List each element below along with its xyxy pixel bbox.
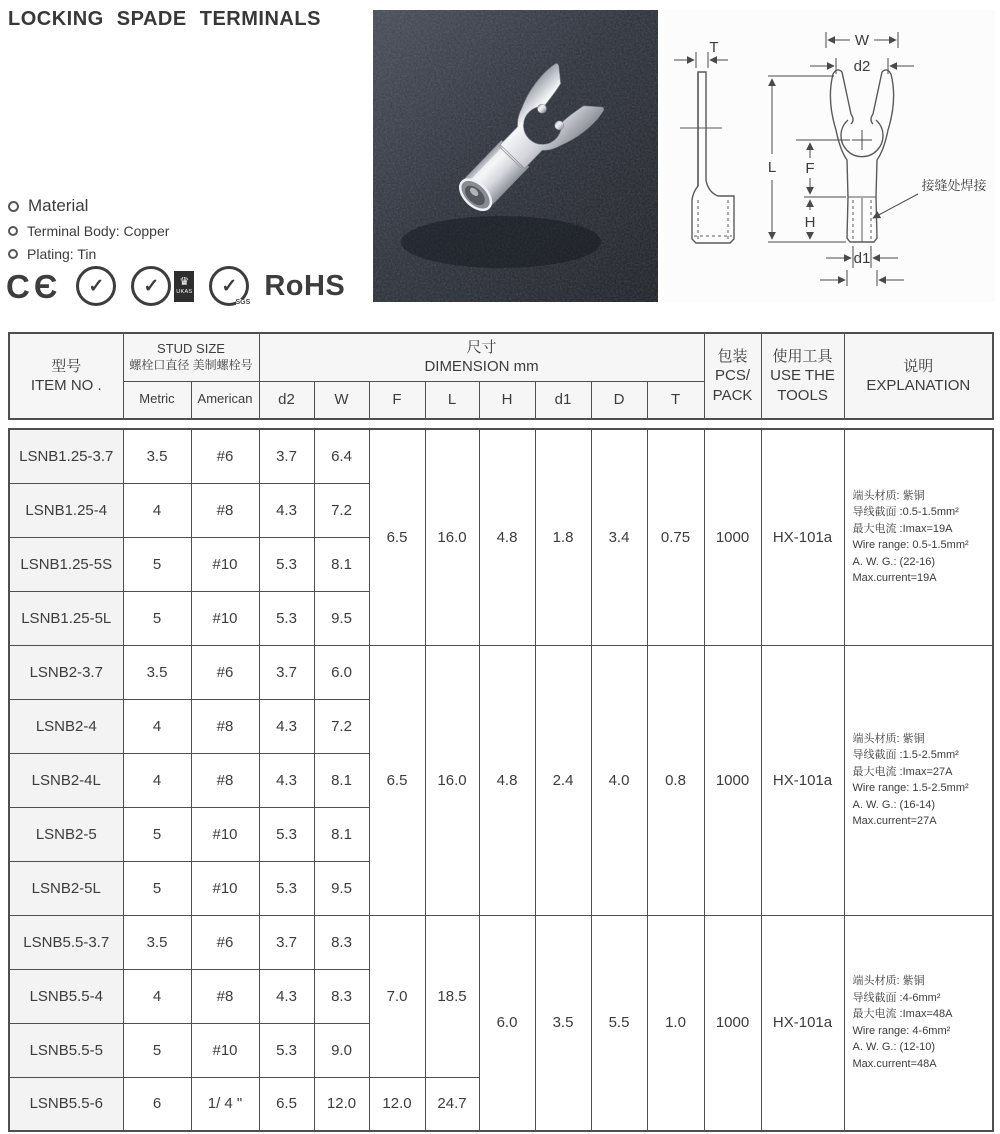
item-no-cell: LSNB5.5-5: [9, 1023, 123, 1077]
american-cell: #10: [191, 537, 259, 591]
dim-label-f: F: [805, 160, 815, 177]
american-cell: #10: [191, 591, 259, 645]
explanation-line: 端头材质: 紫铜: [852, 732, 925, 745]
iso-check-badge-icon: [131, 266, 171, 306]
w-cell: 8.1: [314, 537, 369, 591]
h-cell: 6.0: [479, 915, 535, 1131]
check-icon: ✓: [88, 275, 105, 297]
header-american: American: [191, 381, 259, 419]
h-cell: 4.8: [479, 429, 535, 645]
header-explanation-cn: 说明: [903, 357, 934, 375]
material-section: [8, 196, 169, 269]
metric-cell: 4: [123, 699, 191, 753]
explanation-line: 导线截面 :1.5-2.5mm²: [852, 749, 959, 761]
item-no-cell: LSNB2-4L: [9, 753, 123, 807]
header-f: F: [369, 381, 425, 419]
header-item-no: [9, 333, 123, 419]
item-no-cell: LSNB1.25-4: [9, 483, 123, 537]
american-cell: #8: [191, 699, 259, 753]
american-cell: #10: [191, 861, 259, 915]
ring-bullet-icon: [8, 201, 19, 212]
header-tools: [761, 333, 844, 419]
item-no-cell: LSNB5.5-6: [9, 1077, 123, 1131]
header-metric: Metric: [123, 381, 191, 419]
w-cell: 8.1: [314, 807, 369, 861]
header-stud-size: [123, 333, 259, 381]
h-cell: 4.8: [479, 645, 535, 915]
d2-cell: 6.5: [259, 1077, 314, 1131]
d2-cell: 4.3: [259, 699, 314, 753]
item-no-cell: LSNB2-5: [9, 807, 123, 861]
l-cell: 24.7: [425, 1077, 479, 1131]
metric-cell: 4: [123, 969, 191, 1023]
header-explanation: [844, 333, 993, 419]
tools-cell: HX-101a: [761, 429, 844, 645]
w-cell: 9.5: [314, 591, 369, 645]
dim-label-d1: d1: [853, 250, 871, 267]
d2-cell: 5.3: [259, 807, 314, 861]
material-item-row: [8, 246, 169, 262]
spade-terminal-photo: [373, 10, 658, 302]
metric-cell: 3.5: [123, 645, 191, 699]
american-cell: #8: [191, 483, 259, 537]
check-icon: ✓: [221, 275, 238, 297]
header-pack-en1: PCS/: [715, 367, 751, 385]
american-cell: #6: [191, 915, 259, 969]
header-d2: d2: [259, 381, 314, 419]
header-l: L: [425, 381, 479, 419]
explanation-line: Wire range: 0.5-1.5mm²: [852, 539, 969, 552]
d1-cell: 2.4: [535, 645, 591, 915]
f-cell: 7.0: [369, 915, 425, 1077]
d2-cell: 4.3: [259, 483, 314, 537]
t-cell: 0.75: [647, 429, 704, 645]
material-item: Plating: Tin: [27, 246, 97, 262]
f-cell: 6.5: [369, 429, 425, 645]
explanation-line: 导线截面 :4-6mm²: [852, 991, 941, 1004]
tools-cell: HX-101a: [761, 645, 844, 915]
spec-table-body: [8, 428, 994, 1132]
w-cell: 9.5: [314, 861, 369, 915]
d2-cell: 5.3: [259, 1023, 314, 1077]
material-heading: Material: [28, 196, 89, 215]
check-icon: ✓: [143, 275, 160, 297]
w-cell: 6.0: [314, 645, 369, 699]
w-cell: 7.2: [314, 483, 369, 537]
dim-label-t: T: [709, 39, 719, 56]
d2-cell: 3.7: [259, 915, 314, 969]
w-cell: 7.2: [314, 699, 369, 753]
header-d1: d1: [535, 381, 591, 419]
material-item-row: [8, 223, 169, 239]
dimension-diagram: [664, 10, 995, 302]
metric-cell: 6: [123, 1077, 191, 1131]
metric-cell: 3.5: [123, 915, 191, 969]
header-item-en: ITEM NO .: [30, 377, 102, 394]
explanation-line: 最大电流 :Imax=27A: [852, 765, 953, 778]
l-cell: 18.5: [425, 915, 479, 1077]
explanation-line: Max.current=27A: [852, 815, 937, 827]
explanation-line: Max.current=19A: [852, 572, 937, 585]
explanation-line: 导线截面 :0.5-1.5mm²: [852, 506, 959, 519]
explanation-line: 端头材质: 紫铜: [852, 975, 925, 988]
item-no-cell: LSNB2-3.7: [9, 645, 123, 699]
item-no-cell: LSNB1.25-3.7: [9, 429, 123, 483]
table-row: [9, 915, 993, 969]
header-t: T: [647, 381, 704, 419]
d1-cell: 1.8: [535, 429, 591, 645]
metric-cell: 5: [123, 807, 191, 861]
header-dimension-cn: 尺寸: [466, 338, 497, 356]
page-title: LOCKING SPADE TERMINALS: [8, 8, 321, 30]
header-w: W: [314, 381, 369, 419]
d2-cell: 3.7: [259, 645, 314, 699]
explanation-line: 最大电流 :Imax=48A: [852, 1008, 953, 1021]
explanation-line: Wire range: 4-6mm²: [852, 1024, 951, 1037]
metric-cell: 5: [123, 537, 191, 591]
item-no-cell: LSNB2-5L: [9, 861, 123, 915]
american-cell: #8: [191, 753, 259, 807]
explanation-cell: [844, 915, 993, 1131]
w-cell: 8.3: [314, 915, 369, 969]
dim-label-l: L: [767, 159, 777, 176]
metric-cell: 3.5: [123, 429, 191, 483]
w-cell: 8.1: [314, 753, 369, 807]
metric-cell: 4: [123, 483, 191, 537]
explanation-cell: [844, 645, 993, 915]
item-no-cell: LSNB1.25-5L: [9, 591, 123, 645]
header-dimension-en: DIMENSION mm: [424, 358, 539, 376]
explanation-line: A. W. G.: (22-16): [852, 555, 936, 568]
d2-cell: 5.3: [259, 861, 314, 915]
t-cell: 1.0: [647, 915, 704, 1131]
item-no-cell: LSNB5.5-3.7: [9, 915, 123, 969]
american-cell: #6: [191, 429, 259, 483]
sgs-badge-icon: [209, 266, 249, 306]
rohs-mark: RoHS: [264, 269, 346, 302]
d2-cell: 5.3: [259, 537, 314, 591]
pack-cell: 1000: [704, 915, 761, 1131]
header-tools-en2: TOOLS: [777, 386, 828, 404]
american-cell: #8: [191, 969, 259, 1023]
header-h: H: [479, 381, 535, 419]
explanation-line: 端头材质: 紫铜: [852, 489, 925, 502]
pack-cell: 1000: [704, 429, 761, 645]
header-stud-size-cn: 螺栓口直径 美制螺栓号: [129, 357, 253, 372]
w-cell: 6.4: [314, 429, 369, 483]
f-cell: 6.5: [369, 645, 425, 915]
american-cell: #6: [191, 645, 259, 699]
t-cell: 0.8: [647, 645, 704, 915]
ring-bullet-icon: [8, 249, 18, 259]
item-no-cell: LSNB2-4: [9, 699, 123, 753]
american-cell: 1/ 4 ": [191, 1077, 259, 1131]
explanation-line: A. W. G.: (16-14): [852, 798, 936, 811]
american-cell: #10: [191, 807, 259, 861]
header-d: D: [591, 381, 647, 419]
l-cell: 16.0: [425, 645, 479, 915]
header-item-cn: 型号: [51, 357, 82, 375]
american-cell: #10: [191, 1023, 259, 1077]
dim-label-h: H: [804, 214, 816, 231]
header-pack: [704, 333, 761, 419]
d-cell: 4.0: [591, 645, 647, 915]
ring-bullet-icon: [8, 226, 18, 236]
f-cell: 12.0: [369, 1077, 425, 1131]
certification-row: [6, 264, 345, 308]
l-cell: 16.0: [425, 429, 479, 645]
w-cell: 12.0: [314, 1077, 369, 1131]
header-explanation-en: EXPLANATION: [866, 377, 971, 394]
explanation-line: Max.current=48A: [852, 1057, 937, 1070]
table-row: [9, 429, 993, 483]
d-cell: 5.5: [591, 915, 647, 1131]
w-cell: 8.3: [314, 969, 369, 1023]
ce-mark-icon: CЄ: [6, 267, 62, 305]
ukas-mark-icon: [174, 271, 194, 302]
item-no-cell: LSNB5.5-4: [9, 969, 123, 1023]
d1-cell: 3.5: [535, 915, 591, 1131]
metric-cell: 4: [123, 753, 191, 807]
material-item: Terminal Body: Copper: [27, 223, 170, 239]
crown-icon: ♛: [179, 275, 190, 288]
metric-cell: 5: [123, 861, 191, 915]
d2-cell: 3.7: [259, 429, 314, 483]
d-cell: 3.4: [591, 429, 647, 645]
explanation-line: Wire range: 1.5-2.5mm²: [852, 782, 969, 794]
explanation-line: 最大电流 :Imax=19A: [852, 522, 953, 535]
header-tools-cn: 使用工具: [772, 347, 833, 365]
header-dimension: [259, 333, 704, 381]
header-tools-en1: USE THE: [770, 367, 835, 385]
table-row: [9, 645, 993, 699]
explanation-cell: [844, 429, 993, 645]
ukas-label: UKAS: [176, 288, 193, 295]
d2-cell: 4.3: [259, 753, 314, 807]
w-cell: 9.0: [314, 1023, 369, 1077]
dimension-drawing: [664, 10, 995, 302]
dim-label-w: W: [854, 32, 870, 49]
material-heading-row: [8, 196, 169, 216]
dim-label-d2: d2: [853, 58, 871, 75]
metric-cell: 5: [123, 591, 191, 645]
header-pack-cn: 包装: [717, 347, 748, 365]
header-pack-en2: PACK: [712, 386, 753, 404]
tools-cell: HX-101a: [761, 915, 844, 1131]
d2-cell: 4.3: [259, 969, 314, 1023]
spec-table-header: [8, 332, 994, 420]
metric-cell: 5: [123, 1023, 191, 1077]
header-stud-size-en: STUD SIZE: [157, 341, 225, 356]
item-no-cell: LSNB1.25-5S: [9, 537, 123, 591]
iso-ukas-badge-icon: [131, 266, 194, 306]
quality-check-badge-icon: [76, 266, 116, 306]
pack-cell: 1000: [704, 645, 761, 915]
d2-cell: 5.3: [259, 591, 314, 645]
sgs-label: SGS: [235, 299, 251, 306]
explanation-line: A. W. G.: (12-10): [852, 1041, 936, 1054]
product-photo: [373, 10, 658, 302]
weld-note: 接缝处焊接: [921, 178, 987, 193]
